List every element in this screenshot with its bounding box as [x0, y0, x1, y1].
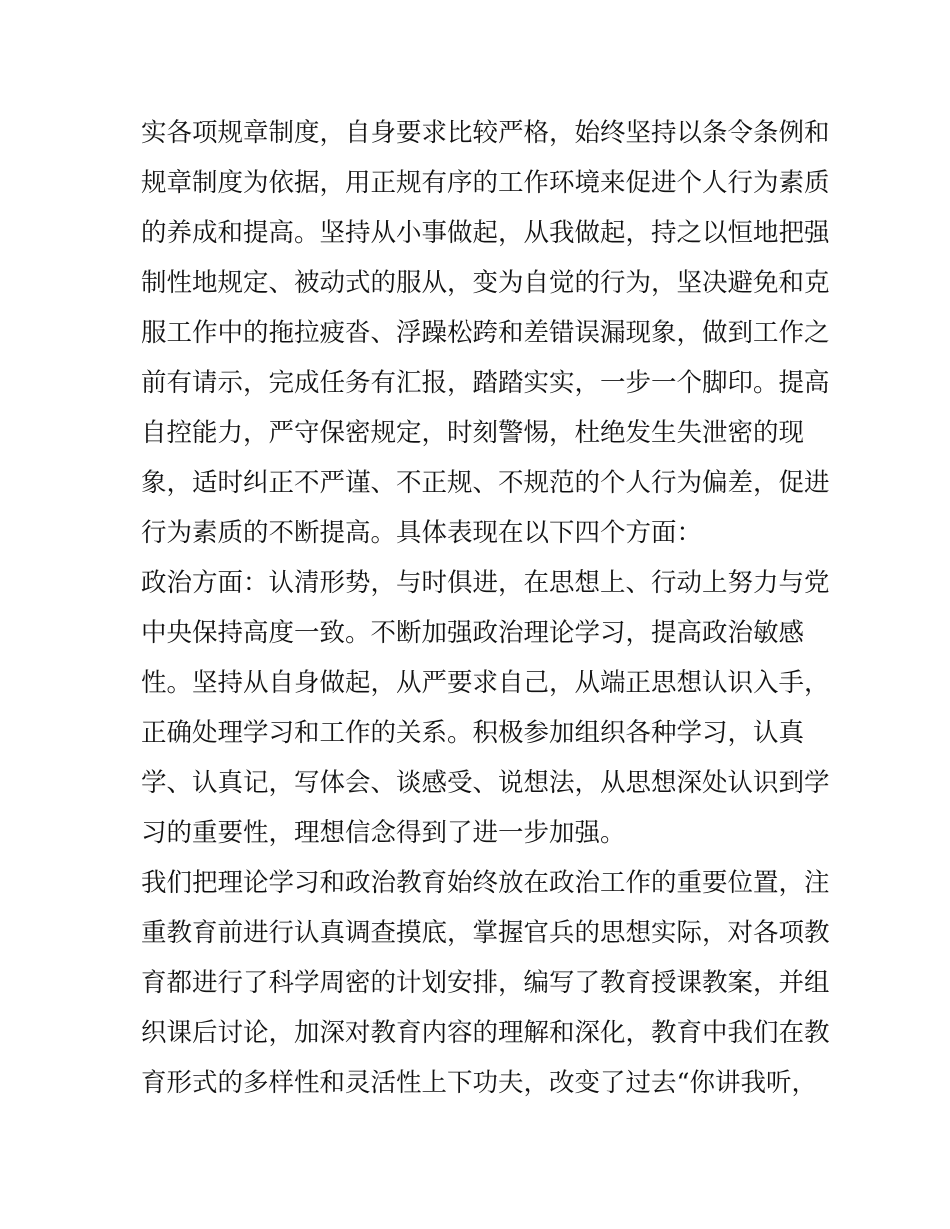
text-line: 正确处理学习和工作的关系。积极参加组织各种学习，认真 [141, 718, 805, 748]
text-line: 制性地规定、被动式的服从，变为自觉的行为，坚决避免和克 [141, 268, 830, 298]
text-line: 实各项规章制度，自身要求比较严格，始终坚持以条令条例和 [141, 118, 830, 148]
text-line: 育都进行了科学周密的计划安排，编写了教育授课教案，并组 [141, 968, 830, 998]
text-line: 中央保持高度一致。不断加强政治理论学习，提高政治敏感 [141, 618, 805, 648]
text-line: 性。坚持从自身做起，从严要求自己，从端正思想认识入手， [141, 668, 830, 698]
text-line: 政治方面：认清形势，与时俱进，在思想上、行动上努力与党 [141, 568, 830, 598]
text-line: 织课后讨论，加深对教育内容的理解和深化，教育中我们在教 [141, 1018, 830, 1048]
text-line: 自控能力，严守保密规定，时刻警惕，杜绝发生失泄密的现 [141, 418, 805, 448]
text-line: 前有请示，完成任务有汇报，踏踏实实，一步一个脚印。提高 [141, 368, 830, 398]
body-text [141, 108, 830, 1108]
text-line: 我们把理论学习和政治教育始终放在政治工作的重要位置，注 [141, 868, 830, 898]
text-line: 行为素质的不断提高。具体表现在以下四个方面： [141, 518, 703, 548]
text-line: 服工作中的拖拉疲沓、浮躁松跨和差错误漏现象，做到工作之 [141, 318, 830, 348]
text-line: 重教育前进行认真调查摸底，掌握官兵的思想实际，对各项教 [141, 918, 830, 948]
text-line: 习的重要性，理想信念得到了进一步加强。 [141, 818, 626, 848]
text-line: 规章制度为依据，用正规有序的工作环境来促进个人行为素质 [141, 168, 830, 198]
text-line: 的养成和提高。坚持从小事做起，从我做起，持之以恒地把强 [141, 218, 830, 248]
text-line: 象，适时纠正不严谨、不正规、不规范的个人行为偏差，促进 [141, 468, 830, 498]
text-line: 育形式的多样性和灵活性上下功夫，改变了过去“你讲我听， [141, 1068, 818, 1098]
text-line: 学、认真记，写体会、谈感受、说想法，从思想深处认识到学 [141, 768, 830, 798]
